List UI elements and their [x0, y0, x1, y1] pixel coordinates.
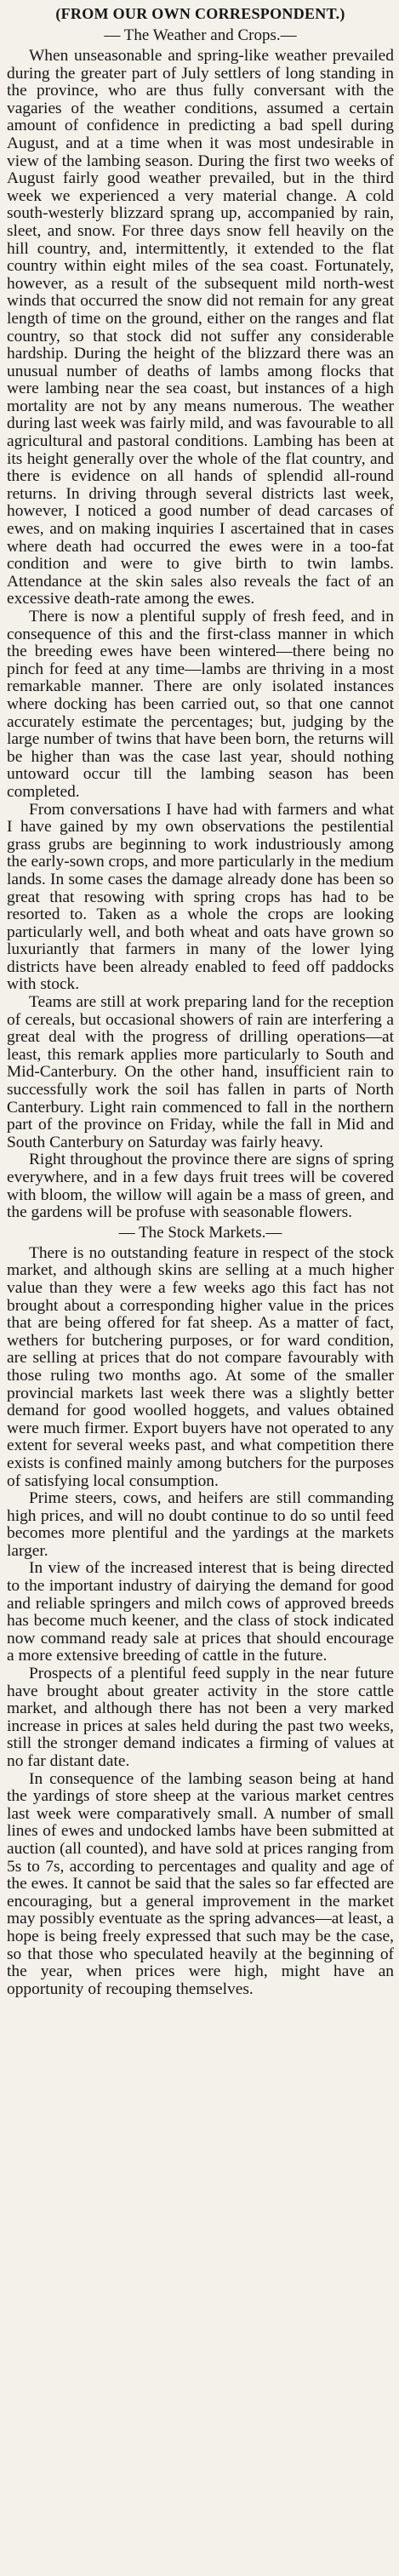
section-weather-and-crops [7, 26, 394, 1222]
paragraph: There is now a plentiful supply of fresh feed, and in consequence of this and the first-class manner in which the breeding ewes have been wintered—there being no pinch for feed at any time—lambs are thriving in a most remarkable manner. There are only isolated instances where docking has been carried out, so that one cannot accurately estimate the percentages; but, judging by the large number of twins that have been born, the returns will be higher than was the case last year, should nothing untoward occur till the lambing season has been completed. [7, 608, 394, 801]
section-stock-markets [7, 1224, 394, 1999]
paragraph: Prospects of a plentiful feed supply in the near future have brought about greater activity in the store cattle market, and although there has not been a very marked increase in prices at sales held during the past two weeks, still the stronger demand indicates a firming of values at no far distant date. [7, 1665, 394, 1770]
paragraph: From conversations I have had with farmers and what I have gained by my own observations the pestilential grass grubs are beginning to work industriously among the early-sown crops, and more particularly in the medium lands. In some cases the damage already done has been so great that resowing with spring crops has had to be resorted to. Taken as a whole the crops are looking particularly well, and both wheat and oats have grown so luxuriantly that farmers in many of the lower lying districts have been already enabled to feed off paddocks with stock. [7, 800, 394, 994]
section-title: — The Stock Markets.— [118, 1223, 282, 1242]
paragraph: When unseasonable and spring-like weather prevailed during the greater part of July settlers of long standing in the province, who are thus fully conversant with the vagaries of the weather conditions, assumed a certain amount of confidence in predicting a bad spell during August, and at a time when it was most undesirable in view of the lambing season. During the first two weeks of August fairly good weather prevailed, but in the third week we experienced a very material change. A cold south-westerly blizzard sprang up, accompanied by rain, sleet, and snow. For three days snow fell heavily on the hill country, and, intermittently, it extended to the flat country within eight miles of the sea coast. Fortunately, however, as a result of the subsequent mild north-west winds that occurred the snow did not remain for any great length of time on the ground, either on the ranges and flat country, so that stock did not suffer any considerable hardship. During the height of the blizzard there was an unusual number of deaths of lambs among flocks that were lambing near the sea coast, but instances of a high mortality are not by any means numerous. The weather during last week was fairly mild, and was favourable to all agricultural and pastoral conditions. Lambing has been at its height generally over the whole of the flat country, and there is evidence on all hands of splendid all-round returns. In driving through several districts last week, however, I noticed a good number of dead carcases of ewes, and on making inquiries I ascertained that in cases where death had occurred the ewes were in a too-fat condition and were to give birth to twin lambs. Attendance at the skin sales also reveals the fact of an excessive death-rate among the ewes. [7, 47, 395, 608]
paragraph: In consequence of the lambing season being at hand the yardings of store sheep at the various market centres last week were comparatively small. A number of small lines of ewes and undocked lambs have been submitted at auction (all counted), and have sold at prices ranging from 5s to 7s, according to percentages and quality and age of the ewes. It cannot be said that the sales so far effected are encouraging, but a general improvement in the market may possibly eventuate as the spring advances—at least, a hope is being freely expressed that such may be the case, so that those who speculated heavily at the beginning of the year, when prices were high, might have an opportunity of recouping themselves. [7, 1769, 394, 1998]
paragraph: Right throughout the province there are signs of spring everywhere, and in a few days fruit trees will be covered with bloom, the willow will again be a mass of green, and the gardens will be profuse with seasonable flowers. [7, 1151, 394, 1222]
paragraph: In view of the increased interest that is being directed to the important industry of dairying the demand for good and reliable springers and milch cows of approved breeds has become much keener, and the class of stock indicated now command ready sale at prices that should encourage a more extensive breeding of cattle in the future. [7, 1559, 394, 1665]
section-title: — The Weather and Crops.— [104, 26, 297, 44]
paragraph: There is no outstanding feature in respect of the stock market, and although skins are selling at a much higher value than they were a few weeks ago this fact has not brought about a corresponding higher value in the prices that are being offered for fat sheep. As a matter of fact, wethers for butchering purposes, or for ward condition, are selling at prices that do not compare favourably with those ruling two months ago. At some of the smaller provincial markets last week there was a slightly better demand for good woolled hoggets, and values obtained were much firmer. Export buyers have not operated to any extent for several weeks past, and what competition there exists is confined mainly among butchers for the purposes of satisfying local consumption. [7, 1243, 394, 1490]
paragraph: Teams are still at work preparing land for the reception of cereals, but occasional showers of rain are interfering a great deal with the progress of drilling operations—at least, this remark applies more particularly to South and Mid-Canterbury. On the other hand, insufficient rain to successfully work the soil has fallen in parts of North Canterbury. Light rain commenced to fall in the northern part of the province on Friday, while the fall in Mid and South Canterbury on Saturday was fairly heavy. [7, 993, 394, 1151]
paragraph: Prime steers, cows, and heifers are still commanding high prices, and will no doubt continue to do so until feed becomes more plentiful and the yardings at the markets larger. [7, 1489, 394, 1560]
byline: (FROM OUR OWN CORRESPONDENT.) [55, 5, 345, 22]
